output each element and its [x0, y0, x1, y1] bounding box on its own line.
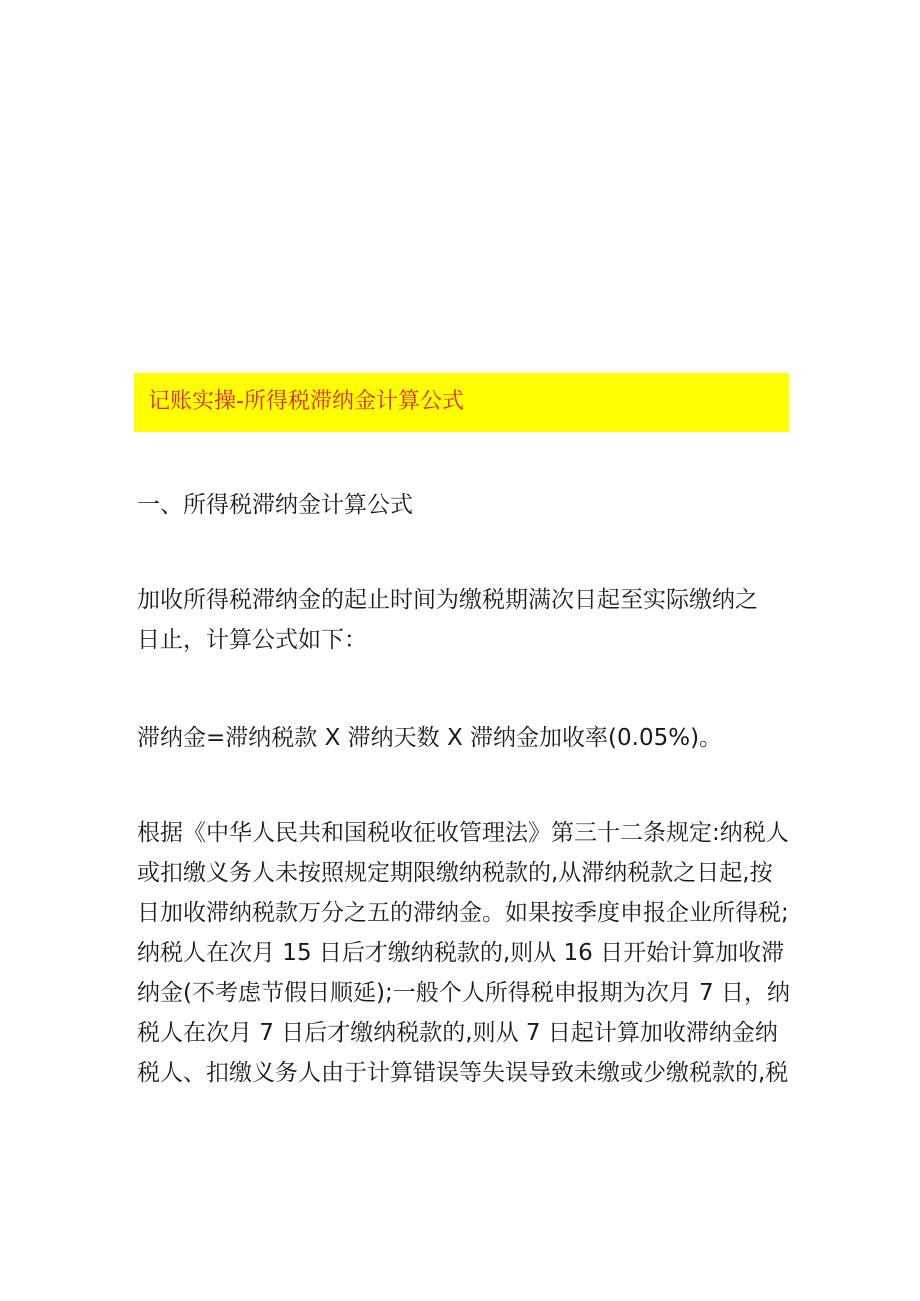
- title-banner: [134, 373, 789, 432]
- body-line: 纳税人在次月 15 日后才缴纳税款的,则从 16 日开始计算加收滞: [137, 940, 785, 966]
- intro-line: 加收所得税滞纳金的起止时间为缴税期满次日起至实际缴纳之: [137, 587, 758, 613]
- document-title: 记账实操-所得税滞纳金计算公式: [148, 389, 464, 414]
- formula-text: 滞纳金=滞纳税款 X 滞纳天数 X 滞纳金加收率(0.05%)。: [137, 725, 723, 751]
- formula-paragraph: [137, 718, 797, 758]
- body-paragraph: [137, 813, 797, 1093]
- intro-paragraph: [137, 580, 797, 660]
- body-line: 日加收滞纳税款万分之五的滞纳金。如果按季度申报企业所得税;: [137, 900, 789, 926]
- body-line: 纳金(不考虑节假日顺延);一般个人所得税申报期为次月 7 日，纳: [137, 980, 790, 1006]
- body-line: 税人、扣缴义务人由于计算错误等失误导致未缴或少缴税款的,税: [137, 1060, 789, 1086]
- body-line: 根据《中华人民共和国税收征收管理法》第三十二条规定:纳税人: [137, 820, 789, 846]
- section-heading: [137, 485, 797, 525]
- body-line: 或扣缴义务人未按照规定期限缴纳税款的,从滞纳税款之日起,按: [137, 860, 773, 886]
- body-line: 税人在次月 7 日后才缴纳税款的,则从 7 日起计算加收滞纳金纳: [137, 1020, 778, 1046]
- intro-line: 日止，计算公式如下：: [137, 627, 367, 653]
- heading-text: 一、所得税滞纳金计算公式: [137, 492, 413, 518]
